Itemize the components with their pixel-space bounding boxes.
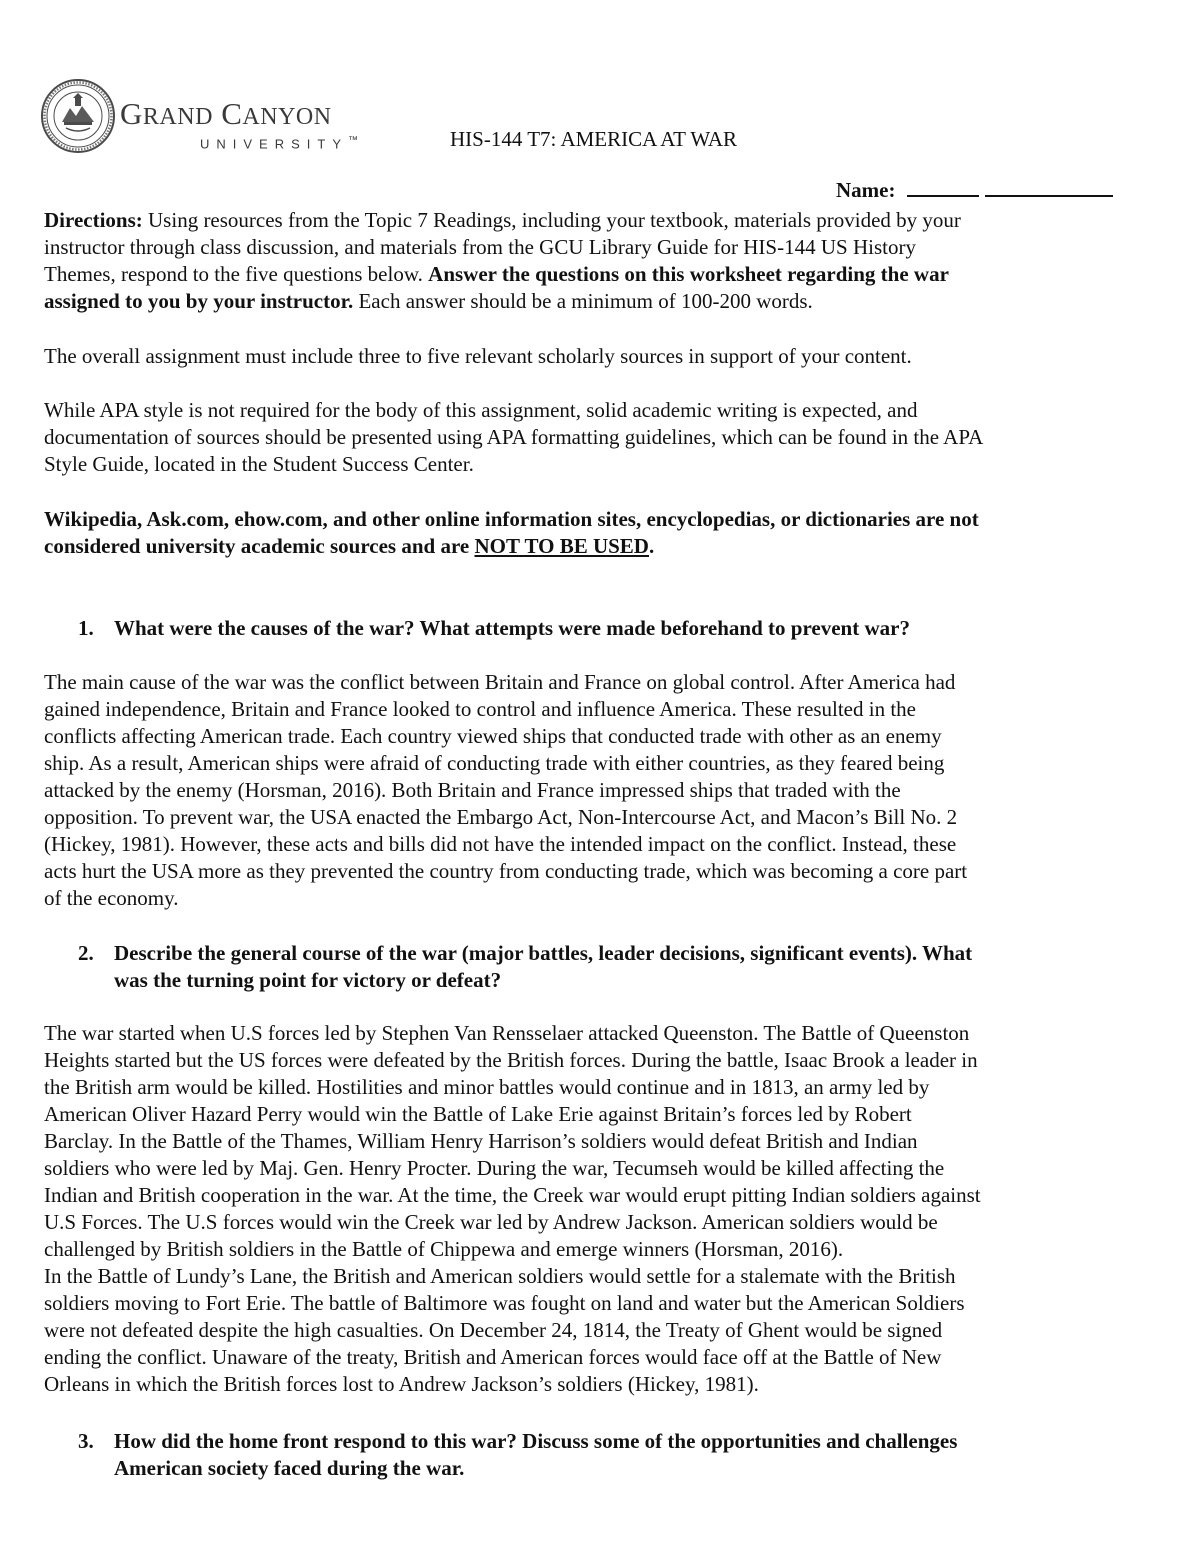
name-blank-1	[907, 179, 979, 197]
university-name: GRAND CANYON	[120, 96, 332, 131]
sources-warning: Wikipedia, Ask.com, ehow.com, and other online information sites, encyclopedias, or dictionaries are not considered university academic sources and are NOT TO BE USED.	[44, 507, 979, 558]
name-field	[836, 178, 1113, 203]
document-page: GRAND CANYON UNIVERSITY™ HIS-144 T7: AMERICA AT WAR Name: Directions: Using resources from the Topic 7 Readings, including your textbook, materials provided by your instructor through class discussion, and materials from the GCU Library Guide for HIS-144 US History Themes, respond to the five questions below. Answer the questions on this worksheet regarding the war assigned to you by your instructor. Each answer should be a minimum of 100-200 words. The overall assignment must include three to five relevant scholarly sources in support of your content. While APA style is not required for the body of this assignment, solid academic writing is expected, and documentation of sources should be presented using APA formatting guidelines, which can be found in the APA Style Guide, located in the Student Success Center. Wikipedia, Ask.com, ehow.com, and other online information sites, encyclopedias, or dictionaries are not considered university academic sources and are NOT TO BE USED. 1. What were the causes of the war? What attempts were made beforehand to prevent war? The main cause of the war was the conflict between Britain and France on global control. After America had gained independence, Britain and France looked to control and influence America. These resulted in the conflicts affecting American trade. Each country viewed ships that conducted trade with other as an enemy ship. As a result, American ships were afraid of conducting trade with either countries, as they feared being attacked by the enemy (Horsman, 2016). Both Britain and France impressed ships that traded with the opposition. To prevent war, the USA enacted the Embargo Act, Non-Intercourse Act, and Macon’s Bill No. 2 (Hickey, 1981). However, these acts and bills did not have the intended impact on the conflict. Instead, these acts hurt the USA more as they prevented the country from conducting trade, which was becoming a core part of the economy. 2. Describe the general course of the war (major battles, leader decisions, significant events). What was the turning point for victory or defeat? The war started when U.S forces led by Stephen Van Rensselaer attacked Queenston. The Battle of Queenston Heights started but the US forces were defeated by the British forces. During the battle, Isaac Brook a leader in the British arm would be killed. Hostilities and minor battles would continue and in 1813, an army led by American Oliver Hazard Perry would win the Battle of Lake Erie against Britain’s forces led by Robert Barclay. In the Battle of the Thames, William Henry Harrison’s soldiers would defeat British and Indian soldiers who were led by Maj. Gen. Henry Procter. During the war, Tecumseh would be killed affecting the Indian and British cooperation in the war. At the time, the Creek war would erupt pitting Indian soldiers against U.S Forces. The U.S forces would win the Creek war led by Andrew Jackson. American soldiers would be challenged by British soldiers in the Battle of Chippewa and emerge winners (Horsman, 2016). In the Battle of Lundy’s Lane, the British and American soldiers would settle for a stalemate with the British soldiers moving to Fort Erie. The battle of Baltimore was fought on land and water but the American Soldiers were not defeated despite the high casualties. On December 24, 1814, the Treaty of Ghent would be signed ending the conflict. Unaware of the treaty, British and American forces would face off at the Battle of New Orleans in which the British forces lost to Andrew Jackson’s soldiers (Hickey, 1981). 3. How did the home front respond to this war? Discuss some of the opportunities and challenges American society faced during the war.	[0, 0, 1200, 1553]
university-subtitle: UNIVERSITY™	[200, 135, 359, 152]
sources-note: The overall assignment must include three to five relevant scholarly sources in support of your content.	[44, 344, 912, 368]
name-label: Name:	[836, 178, 896, 202]
answer-2: The war started when U.S forces led by Stephen Van Rensselaer attacked Queenston. The Battle of Queenston Heights started but the US forces were defeated by the British forces. During the battle, Isaac Brook a leader in the British arm would be killed. Hostilities and minor battles would continue and in 1813, an army led by American Oliver Hazard Perry would win the Battle of Lake Erie against Britain’s forces led by Robert Barclay. In the Battle of the Thames, William Henry Harrison’s soldiers would defeat British and Indian soldiers who were led by Maj. Gen. Henry Procter. During the war, Tecumseh would be killed affecting the Indian and British cooperation in the war. At the time, the Creek war would erupt pitting Indian soldiers against U.S Forces. The U.S forces would win the Creek war led by Andrew Jackson. American soldiers would be challenged by British soldiers in the Battle of Chippewa and emerge winners (Horsman, 2016). In the Battle of Lundy’s Lane, the British and American soldiers would settle for a stalemate with the British soldiers moving to Fort Erie. The battle of Baltimore was fought on land and water but the American Soldiers were not defeated despite the high casualties. On December 24, 1814, the Treaty of Ghent would be signed ending the conflict. Unaware of the treaty, British and American forces would face off at the Battle of New Orleans in which the British forces lost to Andrew Jackson’s soldiers (Hickey, 1981).	[44, 1021, 981, 1396]
question-number: 1.	[78, 616, 94, 640]
university-seal-icon	[40, 78, 116, 154]
answer-1: The main cause of the war was the conflict between Britain and France on global control. After America had gained independence, Britain and France looked to control and influence America. These resulted in the conflicts affecting American trade. Each country viewed ships that conducted trade with other as an enemy ship. As a result, American ships were afraid of conducting trade with either countries, as they feared being attacked by the enemy (Horsman, 2016). Both Britain and France impressed ships that traded with the opposition. To prevent war, the USA enacted the Embargo Act, Non-Intercourse Act, and Macon’s Bill No. 2 (Hickey, 1981). However, these acts and bills did not have the intended impact on the conflict. Instead, these acts hurt the USA more as they prevented the country from conducting trade, which was becoming a core part of the economy.	[44, 670, 968, 910]
directions-paragraph: Directions: Using resources from the Topic 7 Readings, including your textbook, materials provided by your instructor through class discussion, and materials from the GCU Library Guide for HIS-144 US History Themes, respond to the five questions below. Answer the questions on this worksheet regarding the war assigned to you by your instructor. Each answer should be a minimum of 100-200 words.	[44, 208, 961, 313]
university-logo	[40, 78, 360, 158]
apa-note: While APA style is not required for the body of this assignment, solid academic writing is expected, and documentation of sources should be presented using APA formatting guidelines, which can be found in the APA Style Guide, located in the Student Success Center.	[44, 398, 984, 476]
question-number: 3.	[78, 1429, 94, 1453]
page-title: HIS-144 T7: AMERICA AT WAR	[450, 127, 738, 151]
directions-label: Directions:	[44, 208, 143, 232]
question-number: 2.	[78, 941, 94, 965]
name-blank-2	[985, 179, 1113, 197]
